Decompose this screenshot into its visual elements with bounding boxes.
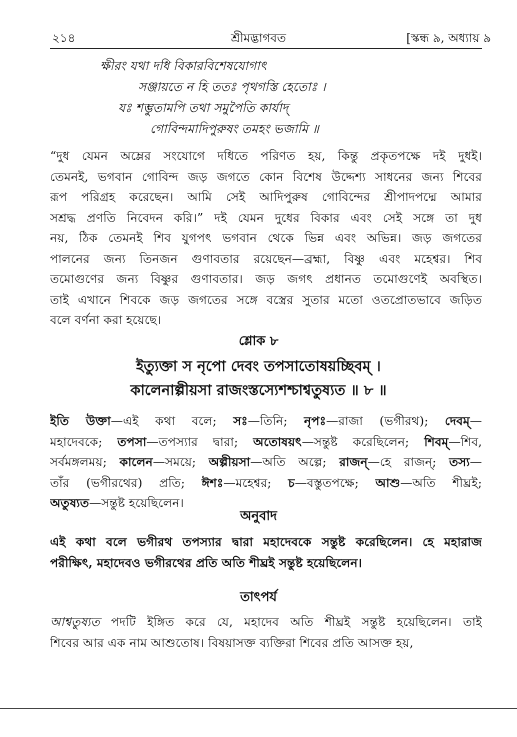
page-bottom-edge: [0, 708, 517, 709]
gloss-text: —সময়ে;: [152, 455, 209, 469]
sloka-title: শ্লোক ৮: [238, 334, 279, 349]
text-line: [50, 432, 482, 453]
page-number: ২১৪: [52, 31, 76, 45]
chapter-reference: [স্কন্ধ ৯, অধ্যায় ৯: [406, 31, 491, 45]
headword: ঈশঃ: [201, 475, 224, 490]
text-line: নয়, ঠিক তেমনই শিব যুগপৎ ভগবান থেকে ভিন্ন এবং অভিন্ন। জড় জগতের: [50, 231, 482, 245]
gloss-text: —অতি শীঘ্রই;: [400, 475, 482, 490]
headword: কালেন: [119, 455, 153, 469]
headword: আশু: [375, 475, 401, 490]
text-line: তেমনই, ভগবান গোবিন্দ জড় জগতে কোন বিশেষ উদ্দেশ্য সাধনের জন্য শিবের: [50, 169, 482, 184]
text-line: তমোগুণের জন্য বিষ্ণুর গুণাবতার। জড় জগৎ প্রধানত তমোগুণেই অবস্থিত।: [50, 272, 482, 286]
word-meanings: [50, 411, 482, 514]
headword: তপসা: [117, 434, 147, 449]
headword: অতোষয়ৎ: [253, 434, 302, 449]
gloss-text: —তপস্যার দ্বারা;: [146, 434, 254, 449]
gloss-text: —অতি অল্পে;: [250, 455, 340, 469]
gloss-text: —সন্তুষ্ট করেছিলেন;: [301, 434, 425, 449]
headword: তস্য: [449, 455, 470, 469]
sloka-line: কালেনাল্পীয়সা রাজংস্তস্যেশশ্চাশ্বতুষ্যত ॥ ৮ ॥: [130, 382, 387, 399]
headword: শিবম্: [424, 434, 449, 449]
commentary-paragraph: [50, 146, 482, 331]
gloss-text: —এই কথা বলে;: [110, 414, 234, 428]
gloss-text: পদটি ইঙ্গিত করে যে, মহাদেব অতি শীঘ্রই সন্তুষ্ট হয়েছিলেন। তাই: [99, 615, 482, 629]
text-line: [50, 452, 482, 473]
text-line: “দুধ যেমন অম্লের সংযোগে দধিতে পরিণত হয়, কিন্তু প্রকৃতপক্ষে দই দুধই।: [50, 149, 482, 163]
book-title: শ্রীমদ্ভাগবত: [230, 31, 286, 45]
quoted-verse-line: ক্ষীরং যথা দধি বিকারবিশেষযোগাৎ: [100, 58, 267, 73]
text-line: পরীক্ষিৎ, মহাদেবও ভগীরথের প্রতি অতি শীঘ্রই সন্তুষ্ট হয়েছিলেন।: [50, 555, 362, 570]
gloss-text: মহাদেবকে;: [50, 434, 118, 449]
header-rule: [50, 48, 482, 49]
gloss-text: তাঁর (ভগীরথের) প্রতি;: [50, 475, 202, 490]
purport-paragraph: [50, 612, 482, 653]
text-line: রূপ পরিগ্রহ করেছেন। আমি সেই আদিপুরুষ গোবিন্দের শ্রীপাদপদ্মে আমার: [50, 190, 482, 204]
quoted-verse-line: গোবিন্দমাদিপুরুষং তমহং ভজামি ॥: [150, 121, 319, 136]
headword: অল্পীয়সা: [208, 455, 251, 469]
headword: রাজন্: [339, 455, 368, 469]
gloss-text: —তিনি;: [247, 414, 305, 428]
text-line: [50, 411, 482, 432]
headword: নৃপঃ: [304, 414, 327, 428]
translation-title: অনুবাদ: [240, 509, 277, 524]
gloss-text: —হে রাজন্;: [367, 455, 450, 469]
gloss-text: —রাজা (ভগীরথ);: [326, 414, 445, 428]
translation-paragraph: [50, 532, 482, 573]
headword: দেবম্: [444, 414, 470, 428]
text-line: সশ্রদ্ধ প্রণতি নিবেদন করি।” দই যেমন দুধের বিকার এবং সেই সঙ্গে তা দুধ: [50, 210, 482, 225]
text-line: বলে বর্ণনা করা হয়েছে।: [50, 313, 162, 327]
text-line: [50, 612, 482, 633]
text-line: [50, 473, 482, 494]
gloss-text: শিবের আর এক নাম আশুতোষ। বিষয়াসক্ত ব্যক্তিরা শিবের প্রতি আসক্ত হয়,: [50, 635, 414, 650]
text-line: [50, 633, 482, 654]
headword: চ: [288, 475, 295, 490]
headword: সঃ: [233, 414, 248, 428]
gloss-text: সর্বমঙ্গলময়;: [50, 455, 120, 469]
text-line: এই কথা বলে ভগীরথ তপস্যার দ্বারা মহাদেবকে সন্তুষ্ট করেছিলেন। হে মহারাজ: [50, 535, 482, 549]
gloss-text: —: [469, 414, 482, 428]
gloss-text: —: [469, 455, 482, 469]
gloss-text: —সন্তুষ্ট হয়েছিলেন।: [89, 496, 184, 510]
gloss-text: —বস্তুতপক্ষে;: [294, 475, 376, 490]
purport-title: তাৎপর্য: [240, 590, 277, 605]
running-header: [0, 30, 517, 48]
text-line: পালনের জন্য তিনজন গুণাবতার রয়েছেন—ব্রহ্মা, বিষ্ণু এবং মহেশ্বর। শিব: [50, 251, 482, 266]
sloka-line: ইত্যুক্তা স নৃপো দেবং তপসাতোষয়চ্ছিবম্ ।: [136, 358, 381, 375]
headword: অতুষ্যত: [50, 496, 90, 510]
emphasized-term: আশ্বতুষ্যত: [50, 615, 100, 629]
quoted-verse-line: সঞ্জায়তে ন হি ততঃ পৃথগস্তি হেতোঃ ।: [138, 79, 326, 94]
gloss-text: —মহেশ্বর;: [223, 475, 289, 490]
headword: ইতি উক্তা: [50, 414, 111, 428]
text-line: তাই এখানে শিবকে জড় জগতের সঙ্গে বস্ত্রের সুতার মতো ওতপ্রোতভাবে জড়িত: [50, 292, 482, 307]
quoted-verse-line: যঃ শম্ভুতামপি তথা সমুপৈতি কার্যাদ্: [118, 100, 289, 115]
gloss-text: —শিব,: [448, 434, 482, 449]
